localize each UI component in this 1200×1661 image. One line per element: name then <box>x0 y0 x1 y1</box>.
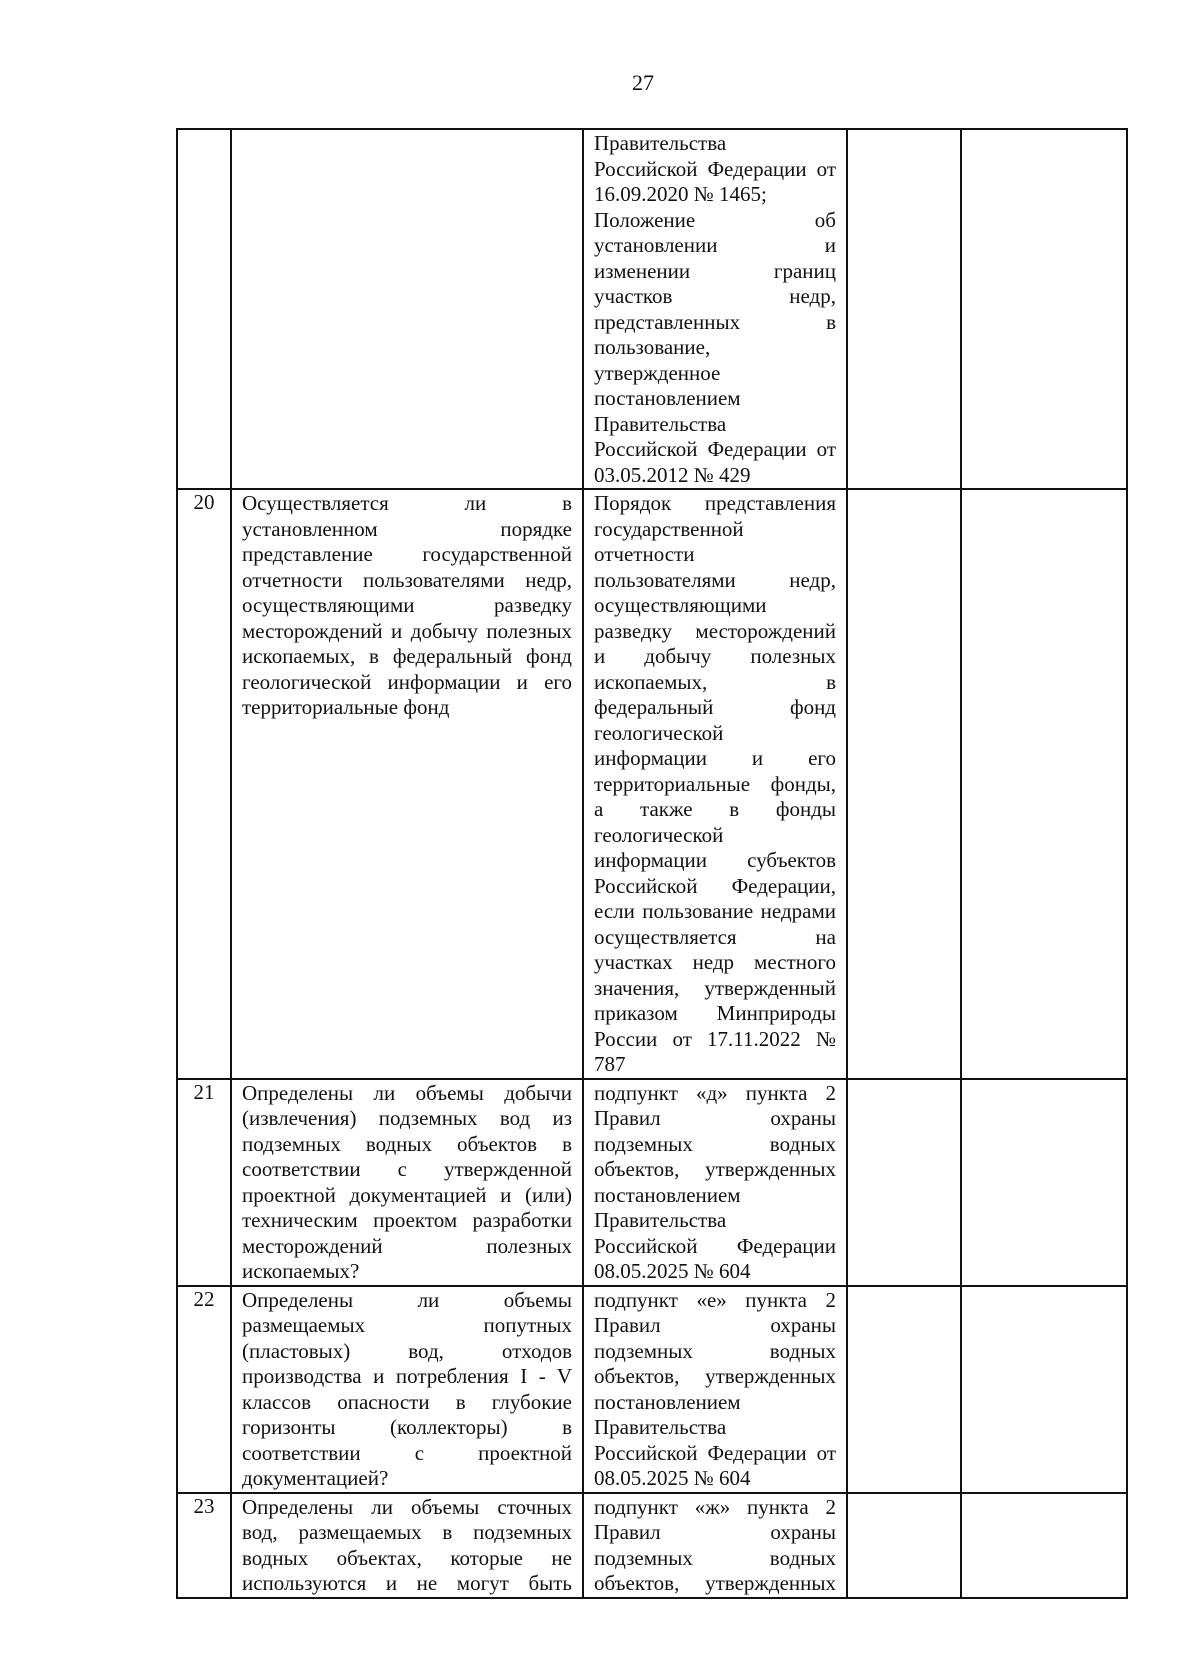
table-row <box>177 1493 1127 1598</box>
reference-text-line: Российской Федерации от <box>594 1440 836 1465</box>
note-cell <box>961 1079 1127 1286</box>
answer-cell <box>847 1286 961 1493</box>
question-cell <box>231 1493 583 1598</box>
row-number: 21 <box>177 1079 231 1286</box>
question-text-line: ископаемых, в федеральный фонд <box>242 644 572 668</box>
reference-text-line: подземных водных <box>594 1338 836 1363</box>
row-number: 23 <box>177 1493 231 1598</box>
question-text-line: размещаемых попутных <box>242 1313 572 1337</box>
note-cell <box>961 129 1127 489</box>
question-text-line: проектной документацией и (или) <box>242 1182 572 1207</box>
reference-text-line: территориальные фонды, <box>594 771 836 796</box>
answer-cell <box>847 1493 961 1598</box>
question-text-line: документацией? <box>242 1466 389 1490</box>
reference-text-line: пользователями недр, <box>594 567 836 592</box>
question-text-line: ископаемых? <box>242 1259 360 1283</box>
reference-text-line: подземных водных <box>594 1545 836 1570</box>
question-text-line: Осуществляется ли в <box>242 491 572 515</box>
answer-cell <box>847 1079 961 1286</box>
reference-text-line: 03.05.2012 № 429 <box>594 462 751 487</box>
question-text-line: производства и потребления I - V <box>242 1364 572 1388</box>
reference-text-line: Правительства <box>594 131 727 155</box>
question-text-line: техническим проектом разработки <box>242 1208 572 1232</box>
reference-text-line: подземных водных <box>594 1131 836 1156</box>
question-cell <box>231 1079 583 1286</box>
table-row <box>177 1079 1127 1286</box>
reference-text-line: объектов, утвержденных <box>594 1157 836 1181</box>
reference-text-line: утвержденное <box>594 360 721 385</box>
question-text-line: территориальные фонд <box>242 695 450 719</box>
reference-text-line: объектов, утвержденных <box>594 1364 836 1388</box>
legal-reference-cell <box>583 1079 847 1286</box>
reference-text-line: информации и его <box>594 746 836 770</box>
reference-text-line: Правил охраны <box>594 1106 836 1130</box>
reference-text-line: подпункт «ж» пункта 2 <box>594 1494 836 1519</box>
note-cell <box>961 1493 1127 1598</box>
question-cell <box>231 129 583 489</box>
question-text-line: используются и не могут быть <box>242 1571 572 1595</box>
reference-text-line: а также в фонды <box>594 797 836 821</box>
reference-text-line: Правительства <box>594 1415 727 1439</box>
reference-text-line: и добычу полезных <box>594 644 836 668</box>
reference-text-line: Правительства <box>594 411 727 436</box>
row-number <box>177 129 231 489</box>
note-cell <box>961 1286 1127 1493</box>
question-text-line: представление государственной <box>242 542 572 566</box>
reference-text-line: приказом Минприроды <box>594 1001 836 1025</box>
question-text-line: соответствии с проектной <box>242 1440 572 1465</box>
reference-text-line: подпункт «д» пункта 2 <box>594 1080 836 1105</box>
reference-text-line: изменении границ <box>594 258 836 283</box>
reference-text-line: 08.05.2025 № 604 <box>594 1466 751 1490</box>
reference-text-line: Положение об <box>594 207 836 232</box>
question-text-line: горизонты (коллекторы) в <box>242 1415 572 1439</box>
question-text-line: Определены ли объемы <box>242 1287 572 1312</box>
reference-text-line: постановлением <box>594 1182 741 1207</box>
table-row <box>177 129 1127 489</box>
table-row <box>177 1286 1127 1493</box>
reference-text-line: Правительства <box>594 1208 727 1232</box>
note-cell <box>961 489 1127 1079</box>
reference-text-line: 787 <box>594 1052 626 1076</box>
reference-text-line: объектов, утвержденных <box>594 1571 836 1595</box>
answer-cell <box>847 489 961 1079</box>
reference-text-line: 08.05.2025 № 604 <box>594 1259 751 1283</box>
question-text-line: вод, размещаемых в подземных <box>242 1520 572 1544</box>
reference-text-line: постановлением <box>594 386 741 410</box>
reference-text-line: Правил охраны <box>594 1520 836 1544</box>
reference-text-line: осуществляющими <box>594 593 767 617</box>
reference-text-line: представленных в <box>594 309 836 334</box>
reference-text-line: отчетности <box>594 542 695 566</box>
reference-text-line: федеральный фонд <box>594 695 836 719</box>
question-text-line: установленном порядке <box>242 516 572 541</box>
question-text-line: водных объектах, которые не <box>242 1545 572 1570</box>
reference-text-line: геологической <box>594 822 724 847</box>
reference-text-line: Российской Федерации <box>594 1233 836 1258</box>
question-text-line: месторождений полезных <box>242 1233 572 1258</box>
reference-text-line: если пользование недрами <box>594 899 836 923</box>
page-number: 27 <box>632 70 654 95</box>
reference-text-line: значения, утвержденный <box>594 975 836 1000</box>
reference-text-line: Правил охраны <box>594 1313 836 1337</box>
reference-text-line: подпункт «е» пункта 2 <box>594 1287 836 1312</box>
question-cell <box>231 1286 583 1493</box>
reference-text-line: Российской Федерации от <box>594 437 836 461</box>
question-text-line: осуществляющими разведку <box>242 593 572 617</box>
question-text-line: соответствии с утвержденной <box>242 1157 572 1181</box>
reference-text-line: Порядок представления <box>594 491 836 515</box>
reference-text-line: информации субъектов <box>594 848 836 872</box>
legal-reference-cell <box>583 1286 847 1493</box>
question-text-line: классов опасности в глубокие <box>242 1389 572 1414</box>
reference-text-line: государственной <box>594 516 744 541</box>
question-text-line: Определены ли объемы добычи <box>242 1080 572 1105</box>
legal-reference-cell <box>583 1493 847 1598</box>
reference-text-line: ископаемых, в <box>594 669 836 694</box>
reference-text-line: Российской Федерации, <box>594 873 836 898</box>
reference-text-line: геологической <box>594 720 724 745</box>
reference-text-line: установлении и <box>594 233 836 257</box>
row-number: 20 <box>177 489 231 1079</box>
question-text-line: подземных водных объектов в <box>242 1131 572 1156</box>
legal-reference-cell <box>583 129 847 489</box>
question-text-line: отчетности пользователями недр, <box>242 567 572 592</box>
question-text-line: месторождений и добычу полезных <box>242 618 572 643</box>
reference-text-line: осуществляется на <box>594 924 836 949</box>
reference-text-line: участков недр, <box>594 284 836 308</box>
reference-text-line: постановлением <box>594 1389 741 1414</box>
question-text-line: геологической информации и его <box>242 669 572 694</box>
requirements-table <box>176 128 1128 1599</box>
reference-text-line: пользование, <box>594 335 711 359</box>
table-row <box>177 489 1127 1079</box>
reference-text-line: Российской Федерации от <box>594 156 836 181</box>
reference-text-line: 16.09.2020 № 1465; <box>594 182 767 206</box>
question-text-line: (извлечения) подземных вод из <box>242 1106 572 1130</box>
reference-text-line: России от 17.11.2022 № <box>594 1026 836 1051</box>
legal-reference-cell <box>583 489 847 1079</box>
reference-text-line: участках недр местного <box>594 950 836 974</box>
reference-text-line: разведку месторождений <box>594 618 836 643</box>
question-cell <box>231 489 583 1079</box>
question-text-line: Определены ли объемы сточных <box>242 1494 572 1519</box>
row-number: 22 <box>177 1286 231 1493</box>
answer-cell <box>847 129 961 489</box>
question-text-line: (пластовых) вод, отходов <box>242 1338 572 1363</box>
